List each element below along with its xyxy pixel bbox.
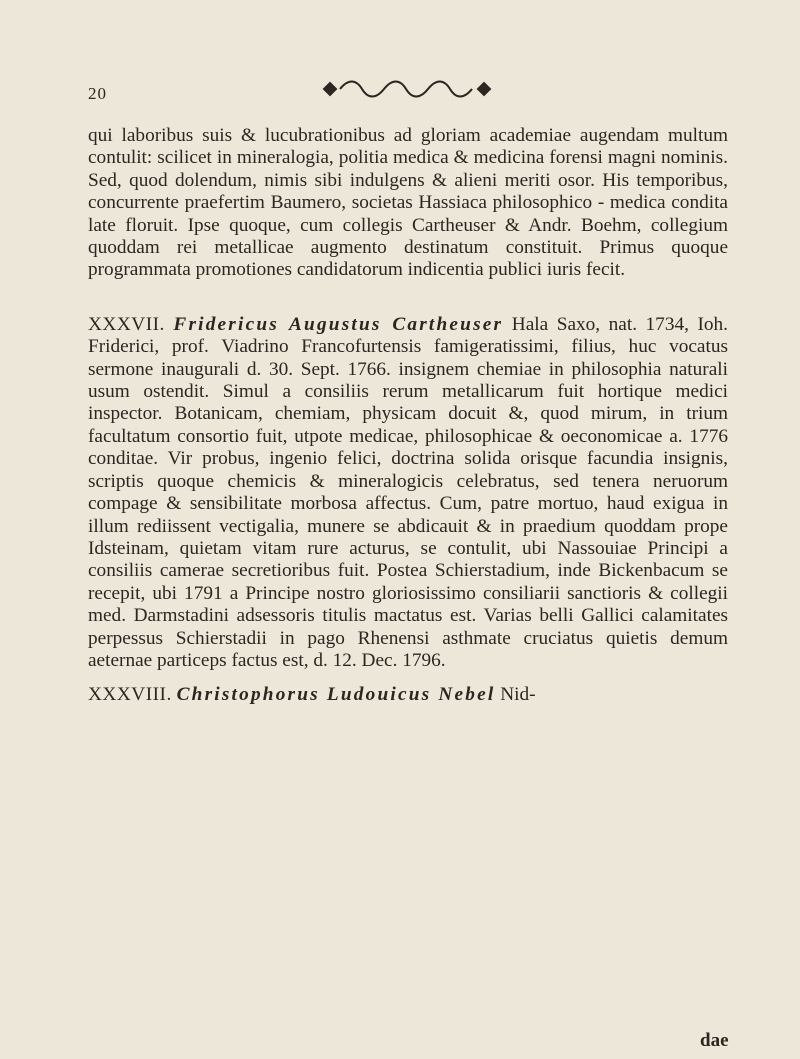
- entry-38-name: Christophorus Ludouicus Nebel: [176, 684, 496, 706]
- entry-37: [88, 314, 728, 673]
- printer-ornament: [312, 74, 502, 104]
- entry-38-number: XXXVIII.: [88, 684, 172, 706]
- catchword: dae: [700, 1030, 729, 1051]
- main-text: [88, 125, 728, 707]
- entry-38-text: Nid-: [500, 684, 536, 706]
- entry-37-name: Fridericus Augustus Cartheuser: [173, 313, 504, 335]
- paragraph-intro: qui laboribus suis & lucubrationibus ad gloriam academiae augendam multum contulit: scilicet in mineralogia, politia medica & medicina forensi magni nominis. Sed, quod dolendum, nimis sibi indulgens & alieni meriti osor. His temporibus, concurrente praefertim Baumero, societas Hassiaca philosophico - medica condita late floruit. Ipse quoque, cum collegis Cartheuser & Andr. Boehm, collegium quoddam rei metallicae augmento destinatum constituit. Primus quoque programmata promotiones candidatorum indicentia publici iuris fecit.: [88, 125, 728, 281]
- entry-37-text: Hala Saxo, nat. 1734, Ioh. Friderici, prof. Viadrino Francofurtensis famigeratissimi, filius, huc vocatus sermone inaugurali d. 30. Sept. 1766. insignem chemiae in philosophia naturali usum ostendit. Simul a consiliis rerum metallicarum fuit hortique medici inspector. Botanicam, chemiam, physicam docuit &, quod mirum, in trium facultatum consortio fuit, utpote medicae, philosophicae & oeconomicae a. 1776 conditae. Vir probus, ingenio felici, doctrina solida orisque facundia insignis, scriptis quoque chemicis & mineralogicis celebratus, sed tenera neruorum compage & sensibilitate morbosa affectus. Cum, patre mortuo, haud exigua in illum rediissent vectigalia, munere se abdicauit & in praedium quoddam prope Idsteinam, quietam vitam rure acturus, se contulit, ubi Nassouiae Principi a consiliis camerae secretioribus fuit. Postea Schierstadium, inde Bickenbacum se recepit, ubi 1791 a Principe nostro gloriosissimo consiliarii sanctioris & collegii med. Darmstadini adsessoris titulis mactatus est. Varias belli Gallici calamitates perpessus Schierstadii in pago Rhenensi asthmate cruciatus quietis demum aeternae particeps factus est, d. 12. Dec. 1796.: [88, 313, 728, 671]
- entry-38: [88, 684, 728, 706]
- entry-37-number: XXXVII.: [88, 313, 165, 335]
- page-number: 20: [88, 84, 107, 103]
